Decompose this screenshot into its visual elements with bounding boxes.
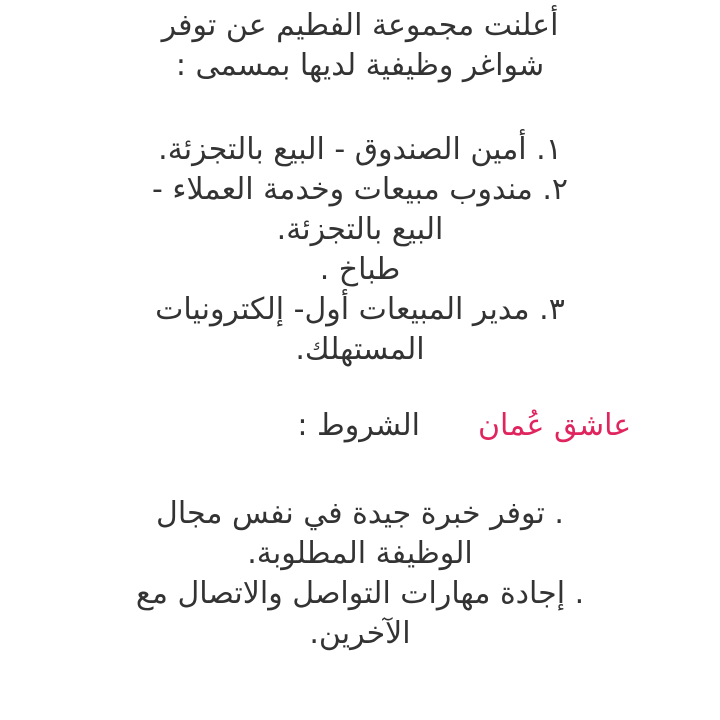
watermark-label: عاشق عُمان xyxy=(478,408,632,443)
conditions-heading-row xyxy=(0,406,720,450)
condition-item-1-line-1: . توفر خبرة جيدة في نفس مجال xyxy=(156,496,564,531)
job-item-3-line-1: ٣. مدير المبيعات أول- إلكترونيات xyxy=(155,292,565,327)
spacer xyxy=(0,370,720,406)
conditions-heading: الشروط : xyxy=(297,408,420,443)
spacer xyxy=(0,450,720,494)
spacer xyxy=(0,86,720,130)
job-item-2-line-2: البيع بالتجزئة. xyxy=(276,212,444,247)
job-item-extra: طباخ . xyxy=(319,252,401,287)
job-item-3-line-2: المستهلك. xyxy=(295,332,425,367)
condition-item-2-line-1: . إجادة مهارات التواصل والاتصال مع xyxy=(135,576,585,611)
job-item-2-line-1: ٢. مندوب مبيعات وخدمة العملاء - xyxy=(151,172,569,207)
intro-line-1: أعلنت مجموعة الفطيم عن توفر xyxy=(161,8,559,43)
job-announcement-post xyxy=(0,6,720,654)
condition-item-2-line-2: الآخرين. xyxy=(309,616,411,651)
intro-line-2: شواغر وظيفية لديها بمسمى : xyxy=(175,48,545,83)
job-item-1: ١. أمين الصندوق - البيع بالتجزئة. xyxy=(158,132,562,167)
condition-item-1-line-2: الوظيفة المطلوبة. xyxy=(247,536,473,571)
